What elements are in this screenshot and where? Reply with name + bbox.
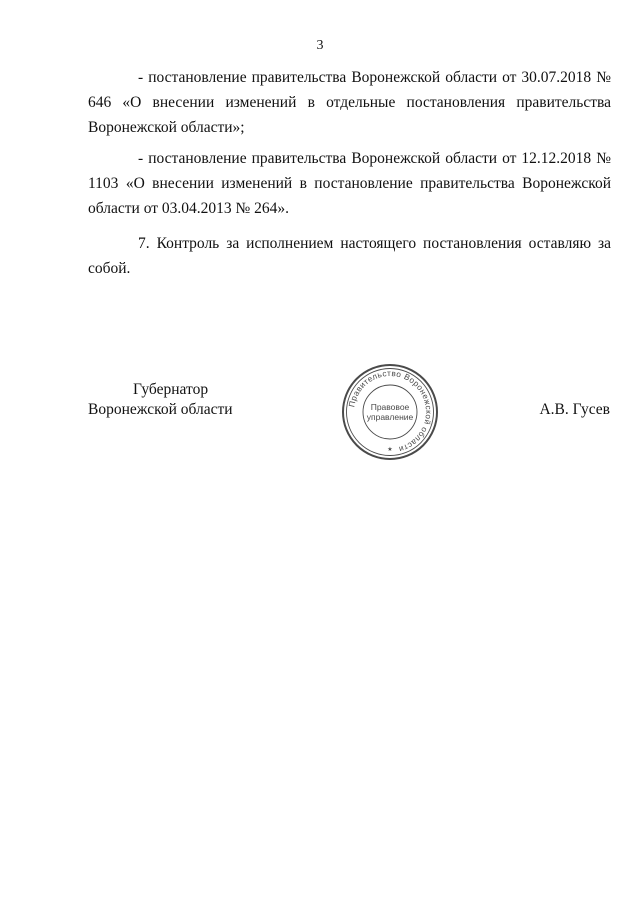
control-clause: 7. Контроль за исполнением настоящего постановления оставляю за собой. <box>88 235 611 277</box>
list-item-resolution-1103: - постановление правительства Воронежской области от 12.12.2018 № 1103 «О внесении изменений в постановление правительства Воронежской области от 03.04.2013 № 264». <box>88 150 611 217</box>
signatory-region: Воронежской области <box>88 401 233 418</box>
signatory-title <box>88 380 233 420</box>
signatory-position: Губернатор <box>133 381 209 398</box>
document-body <box>88 65 611 287</box>
stamp-star-icon: ★ <box>387 446 393 453</box>
stamp-seal-icon <box>340 362 440 462</box>
page-number: 3 <box>316 38 324 53</box>
stamp-center-text-1: Правовое <box>370 402 410 412</box>
signatory-name: А.В. Гусев <box>539 401 610 418</box>
stamp-ring-text: Правительство Воронежской области <box>347 368 434 454</box>
stamp-center-text-2: управление <box>366 412 414 422</box>
official-stamp <box>340 362 440 462</box>
list-item-resolution-646: - постановление правительства Воронежской области от 30.07.2018 № 646 «О внесении изменений в отдельные постановления правительства Воронежской области»; <box>88 69 611 136</box>
